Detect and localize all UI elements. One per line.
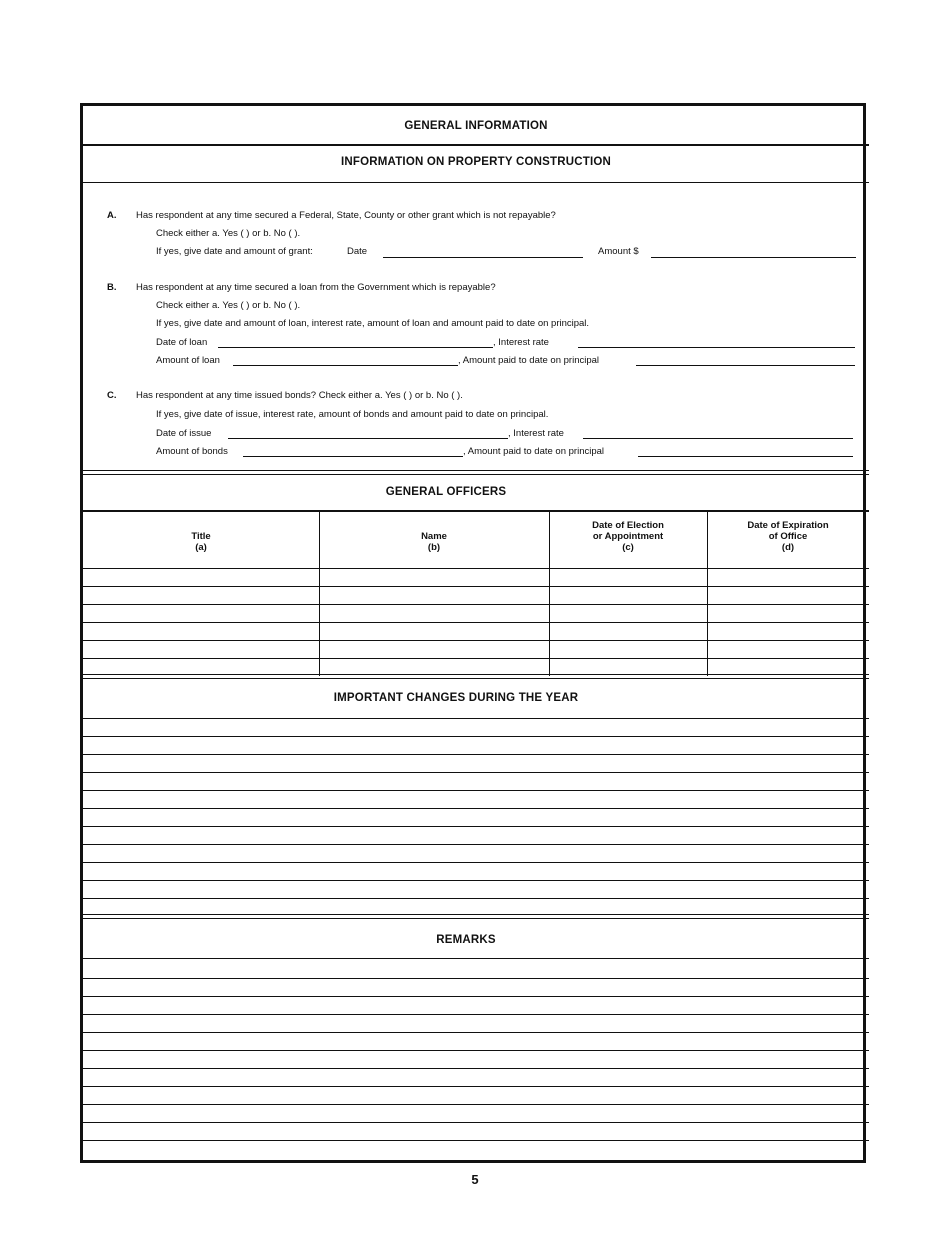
divider xyxy=(83,718,869,719)
col-c-letter: (c) xyxy=(622,542,634,553)
question-c-text[interactable]: Has respondent at any time issued bonds? Check either a. Yes ( ) or b. No ( ). xyxy=(136,390,463,401)
question-b-amount-label: Amount of loan xyxy=(156,355,220,366)
loan-interest-field[interactable] xyxy=(578,347,855,348)
question-c-amount-label: Amount of bonds xyxy=(156,446,228,457)
column-divider xyxy=(319,510,320,676)
divider xyxy=(83,914,869,919)
col-header-title xyxy=(83,531,319,553)
question-a-if-yes: If yes, give date and amount of grant: xyxy=(156,246,313,257)
question-c-letter: C. xyxy=(107,390,117,401)
divider xyxy=(83,182,869,183)
form-frame xyxy=(80,103,866,1163)
grant-date-field[interactable] xyxy=(383,257,583,258)
divider xyxy=(83,674,869,679)
col-a-label: Title xyxy=(191,531,211,542)
col-b-letter: (b) xyxy=(427,542,441,553)
column-divider xyxy=(549,510,550,676)
section-title-general-officers: GENERAL OFFICERS xyxy=(385,486,507,498)
loan-amount-field[interactable] xyxy=(233,365,458,366)
col-a-letter: (a) xyxy=(195,542,207,553)
question-b-date-label: Date of loan xyxy=(156,337,208,348)
section-title-important-changes: IMPORTANT CHANGES DURING THE YEAR xyxy=(333,692,579,704)
table-row-line[interactable] xyxy=(83,568,869,569)
col-header-expiration xyxy=(707,520,869,553)
bond-paid-field[interactable] xyxy=(638,456,853,457)
divider xyxy=(83,144,869,146)
table-row-line[interactable] xyxy=(83,604,869,605)
question-b-if-yes: If yes, give date and amount of loan, interest rate, amount of loan and amount paid to date on principal. xyxy=(156,318,590,329)
page-number: 5 xyxy=(471,1172,479,1187)
question-a-amount-label: Amount $ xyxy=(598,246,639,257)
col-d-label-1: Date of Expiration xyxy=(747,520,829,531)
bond-date-field[interactable] xyxy=(228,438,508,439)
table-row-line[interactable] xyxy=(83,586,869,587)
question-b-letter: B. xyxy=(107,282,117,293)
table-row-line[interactable] xyxy=(83,658,869,659)
section-title-general-information: GENERAL INFORMATION xyxy=(404,120,548,132)
question-b-text: Has respondent at any time secured a loan from the Government which is repayable? xyxy=(136,282,496,293)
col-c-label-1: Date of Election xyxy=(592,520,664,531)
divider xyxy=(83,470,869,475)
question-c-date-label: Date of issue xyxy=(156,428,212,439)
loan-paid-field[interactable] xyxy=(636,365,855,366)
col-header-election xyxy=(549,520,707,553)
divider xyxy=(83,510,869,512)
col-d-label-2: of Office xyxy=(768,531,808,542)
question-c-if-yes: If yes, give date of issue, interest rate, amount of bonds and amount paid to date on principal. xyxy=(156,409,549,420)
question-c-paid-label: , Amount paid to date on principal xyxy=(463,446,605,457)
section-title-remarks: REMARKS xyxy=(436,934,496,946)
divider xyxy=(83,958,869,959)
question-b-interest-label: , Interest rate xyxy=(493,337,549,348)
table-row-line[interactable] xyxy=(83,640,869,641)
question-a-text: Has respondent at any time secured a Federal, State, County or other grant which is not repayable? xyxy=(136,210,556,221)
section-title-property-construction: INFORMATION ON PROPERTY CONSTRUCTION xyxy=(341,156,611,168)
grant-amount-field[interactable] xyxy=(651,257,856,258)
question-a-date-label: Date xyxy=(347,246,368,257)
loan-date-field[interactable] xyxy=(218,347,493,348)
col-d-letter: (d) xyxy=(781,542,795,553)
question-a-check[interactable]: Check either a. Yes ( ) or b. No ( ). xyxy=(156,228,301,239)
column-divider xyxy=(707,510,708,676)
col-c-label-2: or Appointment xyxy=(592,531,664,542)
question-b-paid-label: , Amount paid to date on principal xyxy=(458,355,600,366)
col-header-name xyxy=(319,531,549,553)
col-b-label: Name xyxy=(421,531,447,542)
bond-interest-field[interactable] xyxy=(583,438,853,439)
question-b-check[interactable]: Check either a. Yes ( ) or b. No ( ). xyxy=(156,300,301,311)
question-a-letter: A. xyxy=(107,210,117,221)
table-row-line[interactable] xyxy=(83,622,869,623)
question-c-interest-label: , Interest rate xyxy=(508,428,564,439)
bond-amount-field[interactable] xyxy=(243,456,463,457)
